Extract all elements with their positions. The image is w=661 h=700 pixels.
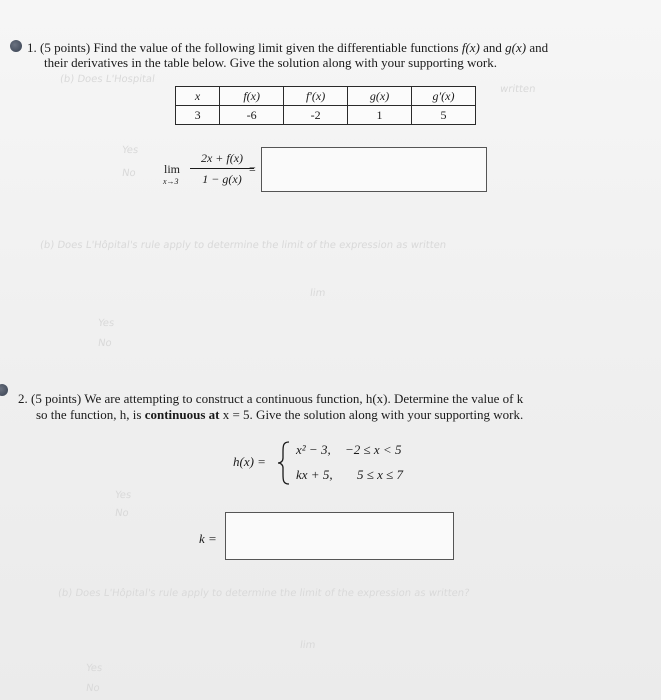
bleed-text: lim bbox=[309, 288, 327, 299]
case-1-condition: −2 ≤ x < 5 bbox=[345, 442, 402, 457]
bleed-text: Yes bbox=[85, 663, 103, 674]
table-header-cell: g(x) bbox=[348, 87, 412, 106]
question-number: 2. bbox=[18, 391, 28, 406]
question-points: (5 points) bbox=[31, 391, 82, 406]
bleed-text: No bbox=[97, 338, 113, 349]
conjunction: and bbox=[483, 40, 502, 55]
question-number: 1. bbox=[27, 40, 37, 55]
function-f: f(x) bbox=[461, 40, 480, 55]
question-text: We are attempting to construct a continuous function, h(x). Determine the value of k bbox=[84, 391, 524, 406]
bleed-text: Yes bbox=[97, 318, 115, 329]
limit-denominator: 1 − g(x) bbox=[202, 172, 242, 186]
case-2-expression: kx + 5, bbox=[296, 467, 333, 482]
equals-sign: = bbox=[249, 162, 256, 176]
bold-phrase: continuous at bbox=[144, 407, 220, 422]
limit-numerator: 2x + f(x) bbox=[200, 151, 244, 165]
bleed-text: written bbox=[499, 84, 537, 95]
question-1-line-2: their derivatives in the table below. Give the solution along with your supporting work. bbox=[44, 55, 497, 70]
bleed-text: No bbox=[121, 168, 137, 179]
question-points: (5 points) bbox=[40, 40, 91, 55]
limit-subscript: x→3 bbox=[163, 177, 179, 186]
bleed-text: (b) Does L'Hospital bbox=[59, 74, 156, 85]
conjunction: and bbox=[529, 40, 549, 55]
question-text: so the function, h, is bbox=[36, 407, 142, 422]
table-cell: 1 bbox=[348, 106, 412, 125]
table-cell: 3 bbox=[176, 106, 220, 125]
table-header-row bbox=[176, 87, 476, 106]
question-text: Find the value of the following limit given the differentiable functions bbox=[93, 40, 459, 55]
table-header-cell: x bbox=[176, 87, 220, 106]
k-answer-box[interactable] bbox=[225, 512, 454, 560]
table-header-cell: f(x) bbox=[220, 87, 284, 106]
table-cell: -2 bbox=[284, 106, 348, 125]
table-header-cell: g′(x) bbox=[412, 87, 476, 106]
question-1-line-1 bbox=[27, 40, 548, 56]
table-row bbox=[176, 106, 476, 125]
bleed-text: Yes bbox=[121, 145, 139, 156]
case-2-condition: 5 ≤ x ≤ 7 bbox=[357, 467, 404, 482]
question-marker-icon bbox=[10, 40, 22, 52]
function-g: g(x) bbox=[505, 40, 527, 55]
fraction-bar bbox=[190, 168, 254, 169]
table-header-cell: f′(x) bbox=[284, 87, 348, 106]
function-values-table bbox=[175, 86, 476, 125]
table-cell: -6 bbox=[220, 106, 284, 125]
bleed-text: Yes bbox=[114, 490, 132, 501]
question-marker-icon bbox=[0, 384, 8, 396]
limit-answer-box[interactable] bbox=[261, 147, 487, 192]
bleed-text: No bbox=[85, 683, 101, 694]
piecewise-lhs: h(x) = bbox=[233, 454, 266, 469]
question-2-line-2 bbox=[36, 407, 523, 423]
case-1-expression: x² − 3, bbox=[296, 442, 331, 457]
question-text: x = 5. Give the solution along with your supporting work. bbox=[222, 407, 524, 422]
bleed-text: lim bbox=[299, 640, 317, 651]
k-answer-label: k = bbox=[199, 531, 217, 546]
question-2-line-1 bbox=[18, 391, 523, 407]
left-brace-icon bbox=[276, 440, 292, 486]
limit-word: lim bbox=[164, 162, 181, 176]
bleed-text: No bbox=[114, 508, 130, 519]
bleed-text: (b) Does L'Hôpital's rule apply to determine the limit of the expression as written bbox=[39, 240, 447, 251]
table-cell: 5 bbox=[412, 106, 476, 125]
bleed-text: (b) Does L'Hôpital's rule apply to determine the limit of the expression as written? bbox=[57, 588, 471, 599]
